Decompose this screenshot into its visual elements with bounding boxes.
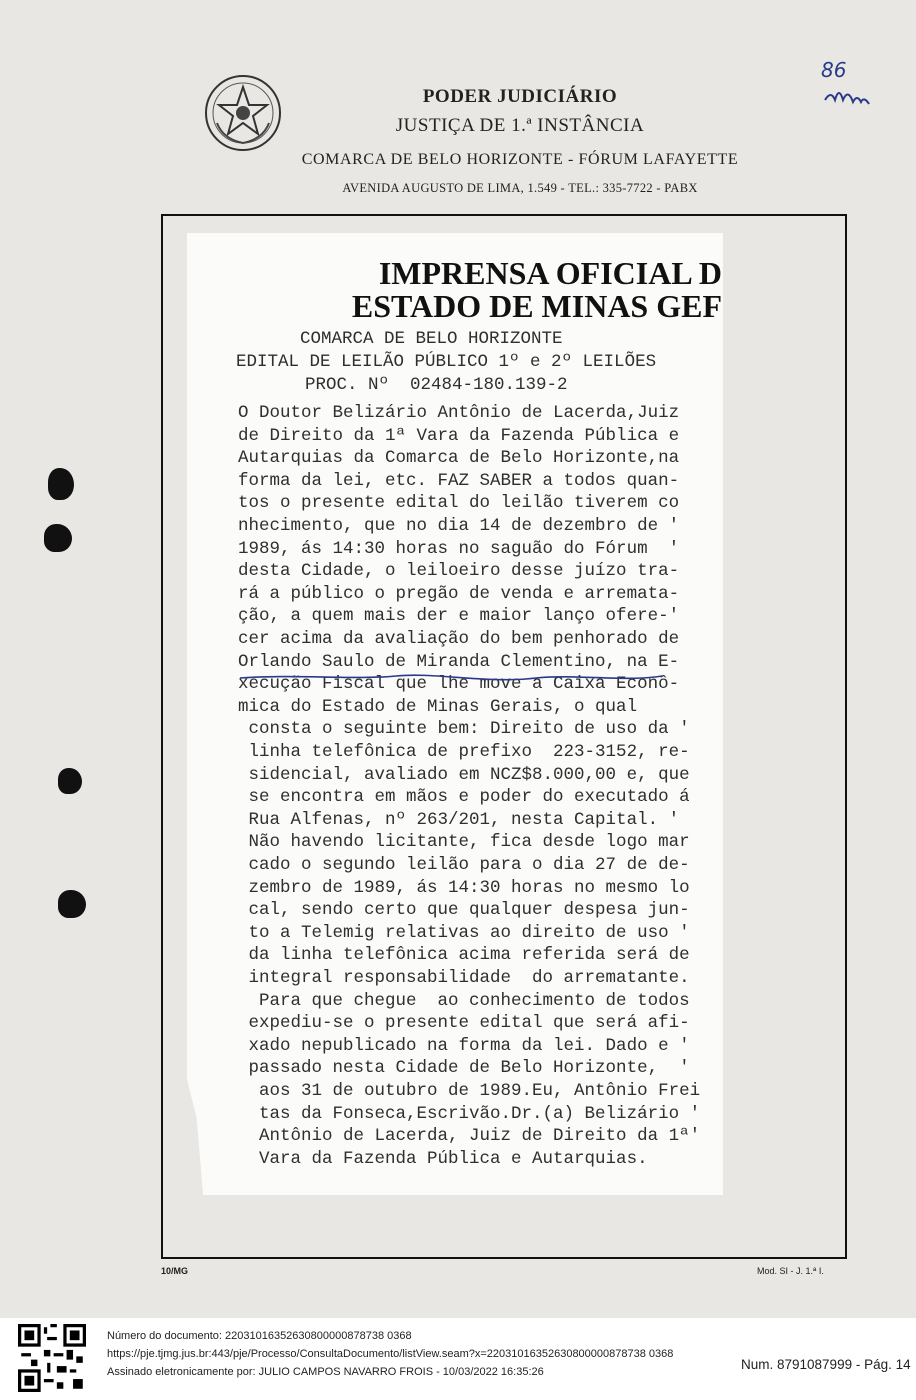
edital-title-comarca: COMARCA DE BELO HORIZONTE xyxy=(300,329,563,349)
edital-line: to a Telemig relativas ao direito de uso ' xyxy=(238,922,690,943)
svg-text:86: 86 xyxy=(821,58,847,82)
edital-line: xecução Fiscal que lhe move a Caixa Econô- xyxy=(238,674,680,695)
edital-line: Vara da Fazenda Pública e Autarquias. xyxy=(238,1148,648,1169)
masthead-line-1: IMPRENSA OFICIAL D xyxy=(378,255,722,291)
edital-line: consta o seguinte bem: Direito de uso da ' xyxy=(238,719,690,740)
edital-title-leilao: EDITAL DE LEILÃO PÚBLICO 1º e 2º LEILÕES xyxy=(236,352,657,372)
edital-line: sidencial, avaliado em NCZ$8.000,00 e, que xyxy=(238,764,690,785)
edital-line: xado nepublicado na forma da lei. Dado e ' xyxy=(238,1035,690,1056)
edital-line: tos o presente edital do leilão tiverem co xyxy=(238,493,680,514)
edital-line: 1989, ás 14:30 horas no saguão do Fórum ' xyxy=(238,538,680,559)
form-code-left: 10/MG xyxy=(161,1266,189,1276)
document-url[interactable]: https://pje.tjmg.jus.br:443/pje/Processo/ConsultaDocumento/listView.seam?x=22031016352630800000878738 0368 xyxy=(107,1348,674,1360)
edital-line: cal, sendo certo que qualquer despesa jun- xyxy=(238,900,690,921)
edital-line: cer acima da avaliação do bem penhorado de xyxy=(238,629,680,649)
edital-title-process: PROC. Nº 02484-180.139-2 xyxy=(305,375,568,395)
document-number: Número do documento: 22031016352630800000878738 0368 xyxy=(107,1330,412,1342)
edital-line: se encontra em mãos e poder do executado á xyxy=(238,787,690,808)
header-institution: PODER JUDICIÁRIO xyxy=(422,86,618,107)
edital-line: Para que chegue ao conhecimento de todos xyxy=(238,990,690,1011)
edital-line: de Direito da 1ª Vara da Fazenda Pública e xyxy=(238,425,680,446)
edital-line: expediu-se o presente edital que será afi- xyxy=(238,1013,690,1034)
edital-line: ção, a quem mais der e maior lanço ofere-' xyxy=(238,606,680,627)
edital-line: desta Cidade, o leiloeiro desse juízo tra- xyxy=(238,561,680,582)
edital-line: integral responsabilidade do arrematante. xyxy=(238,968,690,988)
header-comarca: COMARCA DE BELO HORIZONTE - FÓRUM LAFAYETTE xyxy=(301,151,739,168)
punch-hole-mark xyxy=(58,768,82,794)
edital-line: rá a público o pregão de venda e arremata- xyxy=(238,583,680,604)
punch-hole-mark xyxy=(44,524,72,552)
edital-line: nhecimento, que no dia 14 de dezembro de ' xyxy=(238,516,680,536)
edital-line: Rua Alfenas, nº 263/201, nesta Capital. ' xyxy=(238,809,680,830)
signature-info: Assinado eletronicamente por: JULIO CAMPOS NAVARRO FROIS - 10/03/2022 16:35:26 xyxy=(107,1366,544,1378)
edital-line: Não havendo licitante, fica desde logo mar xyxy=(238,832,690,853)
header-address: AVENIDA AUGUSTO DE LIMA, 1.549 - TEL.: 335-7722 - PABX xyxy=(342,181,698,195)
pen-underline xyxy=(236,668,666,692)
handwritten-page-number xyxy=(815,55,885,125)
qr-code xyxy=(18,1324,86,1392)
edital-line: O Doutor Belizário Antônio de Lacerda,Juiz xyxy=(238,403,680,423)
edital-line: cado o segundo leilão para o dia 27 de de- xyxy=(238,855,690,875)
edital-line: Autarquias da Comarca de Belo Horizonte,na xyxy=(238,448,680,469)
edital-line: passado nesta Cidade de Belo Horizonte, ' xyxy=(238,1058,690,1079)
edital-line: da linha telefônica acima referida será de xyxy=(238,945,690,966)
punch-hole-mark xyxy=(48,468,74,500)
punch-hole-mark xyxy=(58,890,86,918)
masthead-line-2: ESTADO DE MINAS GEF xyxy=(351,288,722,324)
edital-line: Antônio de Lacerda, Juiz de Direito da 1ª' xyxy=(238,1126,701,1147)
form-code-right: Mod. SI - J. 1.ª I. xyxy=(757,1266,824,1276)
edital-line: linha telefônica de prefixo 223-3152, re- xyxy=(238,742,690,762)
edital-line: zembro de 1989, ás 14:30 horas no mesmo lo xyxy=(238,877,690,898)
page-number: Num. 8791087999 - Pág. 14 xyxy=(741,1357,911,1372)
header-instance: JUSTIÇA DE 1.ª INSTÂNCIA xyxy=(395,115,645,136)
edital-line: mica do Estado de Minas Gerais, o qual xyxy=(238,696,638,717)
coat-of-arms-seal xyxy=(203,73,283,153)
edital-line: tas da Fonseca,Escrivão.Dr.(a) Belizário ' xyxy=(238,1103,701,1124)
edital-line: Orlando Saulo de Miranda Clementino, na E- xyxy=(238,651,680,672)
edital-line: forma da lei, etc. FAZ SABER a todos quan- xyxy=(238,470,680,491)
edital-line: aos 31 de outubro de 1989.Eu, Antônio Frei xyxy=(238,1081,701,1101)
